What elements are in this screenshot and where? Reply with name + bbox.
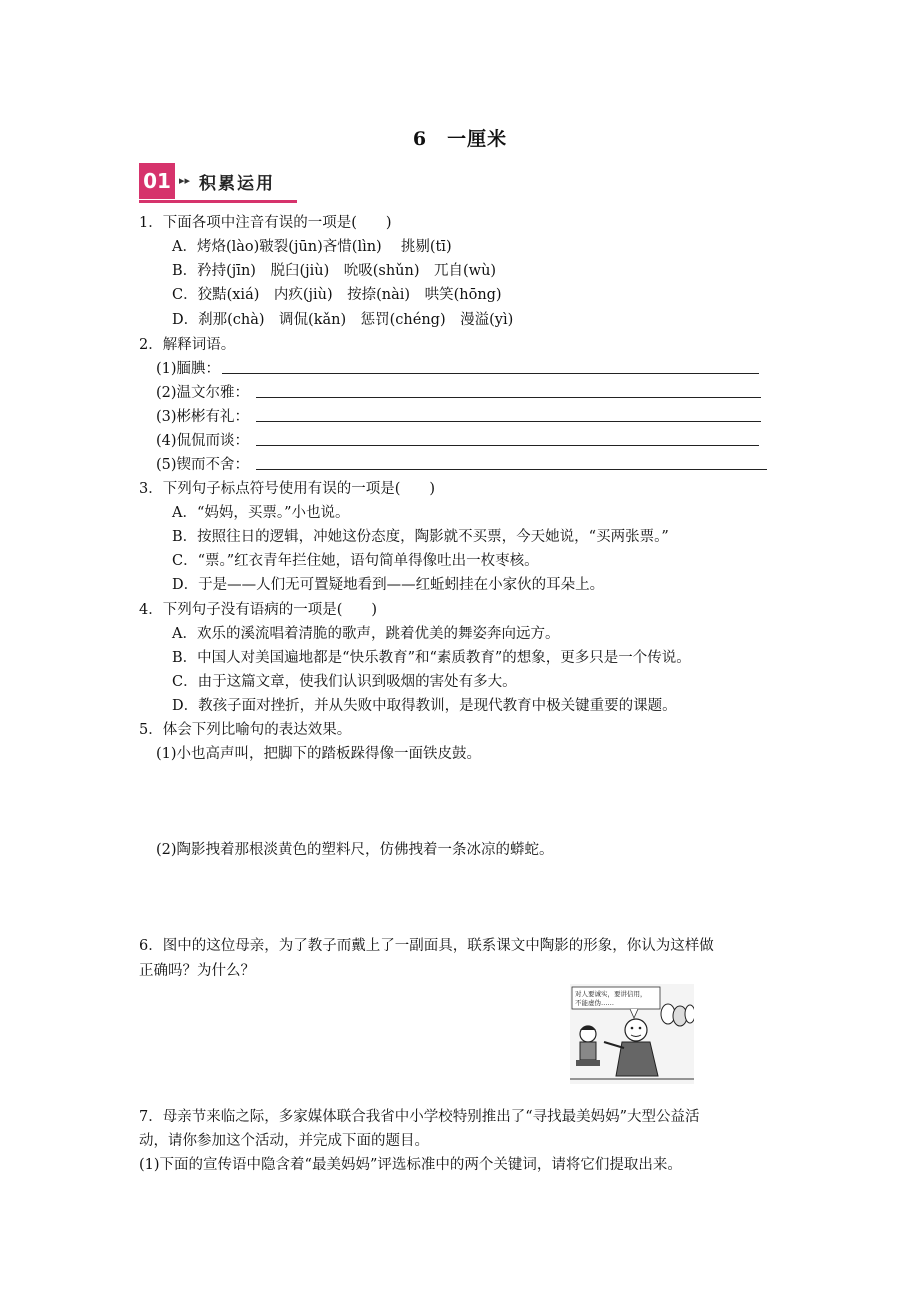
answer-blank [256,445,759,446]
section-number: 01 [139,163,175,199]
section-underline [139,200,297,203]
answer-blank [256,469,767,470]
q6-line-1: 6．图中的这位母亲，为了教子而戴上了一副面具，联系课文中陶影的形象，你认为这样做 [139,938,714,954]
q6-line-2: 正确吗？为什么？ [139,963,255,979]
q3-stem: 3．下列句子标点符号使用有误的一项是( ) [139,481,436,497]
q4-option-c: C．由于这篇文章，使我们认识到吸烟的害处有多大。 [172,674,517,690]
q4-stem: 4．下列句子没有语病的一项是( ) [139,602,378,618]
bubble-line-2: 不能虚伪…… [575,999,614,1007]
q5-item-1: (1)小也高声叫，把脚下的踏板跺得像一面铁皮鼓。 [156,746,482,762]
section-label: 积累运用 [199,174,275,194]
q4-option-d: D．教孩子面对挫折，并从失败中取得教训，是现代教育中极关键重要的课题。 [172,698,677,714]
q1-stem: 1．下面各项中注音有误的一项是( ) [139,215,392,231]
section-header [139,163,299,203]
q1-option-c: C．狡黠(xiá) 内疚(jiù) 按捺(nài) 哄笑(hōng) [172,287,502,303]
q5-stem: 5．体会下列比喻句的表达效果。 [139,722,352,738]
q3-option-a: A．“妈妈，买票。”小也说。 [172,505,350,521]
q3-option-b: B．按照往日的逻辑，冲她这份态度，陶影就不买票，今天她说，“买两张票。” [172,529,669,545]
bubble-line-1: 对人要诚实，要讲信用， [575,990,647,998]
q7-line-3: (1)下面的宣传语中隐含着“最美妈妈”评选标准中的两个关键词，请将它们提取出来。 [139,1157,682,1173]
q2-item-4: (4)侃侃而谈： [156,433,250,449]
double-arrow-icon: ▸▸ [179,174,191,187]
answer-blank [256,397,761,398]
q1-option-a: A．烤烙(lào)皲裂(jūn)吝惜(lìn) 挑剔(tī) [172,239,452,255]
q4-option-b: B．中国人对美国遍地都是“快乐教育”和“素质教育”的想象，更多只是一个传说。 [172,650,691,666]
q2-stem: 2．解释词语。 [139,337,236,353]
q4-option-a: A．欢乐的溪流唱着清脆的歌声，跳着优美的舞姿奔向远方。 [172,626,560,642]
q2-item-2: (2)温文尔雅： [156,385,250,401]
q2-item-1: (1)腼腆： [156,361,221,377]
q3-option-c: C．“票。”红衣青年拦住她，语句简单得像吐出一枚枣核。 [172,553,539,569]
q7-line-1: 7．母亲节来临之际，多家媒体联合我省中小学校特别推出了“寻找最美妈妈”大型公益活 [139,1109,700,1125]
q5-item-2: (2)陶影拽着那根淡黄色的塑料尺，仿佛拽着一条冰凉的蟒蛇。 [156,842,554,858]
page-title: 6 一厘米 [412,128,508,150]
q1-option-b: B．矜持(jīn) 脱臼(jiù) 吮吸(shǔn) 兀自(wù) [172,263,497,279]
q2-item-3: (3)彬彬有礼： [156,409,250,425]
answer-blank [256,421,761,422]
mother-mask-cartoon [570,984,694,1084]
q3-option-d: D．于是——人们无可置疑地看到——红蚯蚓挂在小家伙的耳朵上。 [172,577,605,593]
q1-option-d: D．刹那(chà) 调侃(kǎn) 惩罚(chéng) 漫溢(yì) [172,312,514,328]
q2-item-5: (5)锲而不舍： [156,457,250,473]
q7-line-2: 动，请你参加这个活动，并完成下面的题目。 [139,1133,429,1149]
answer-blank [222,373,759,374]
